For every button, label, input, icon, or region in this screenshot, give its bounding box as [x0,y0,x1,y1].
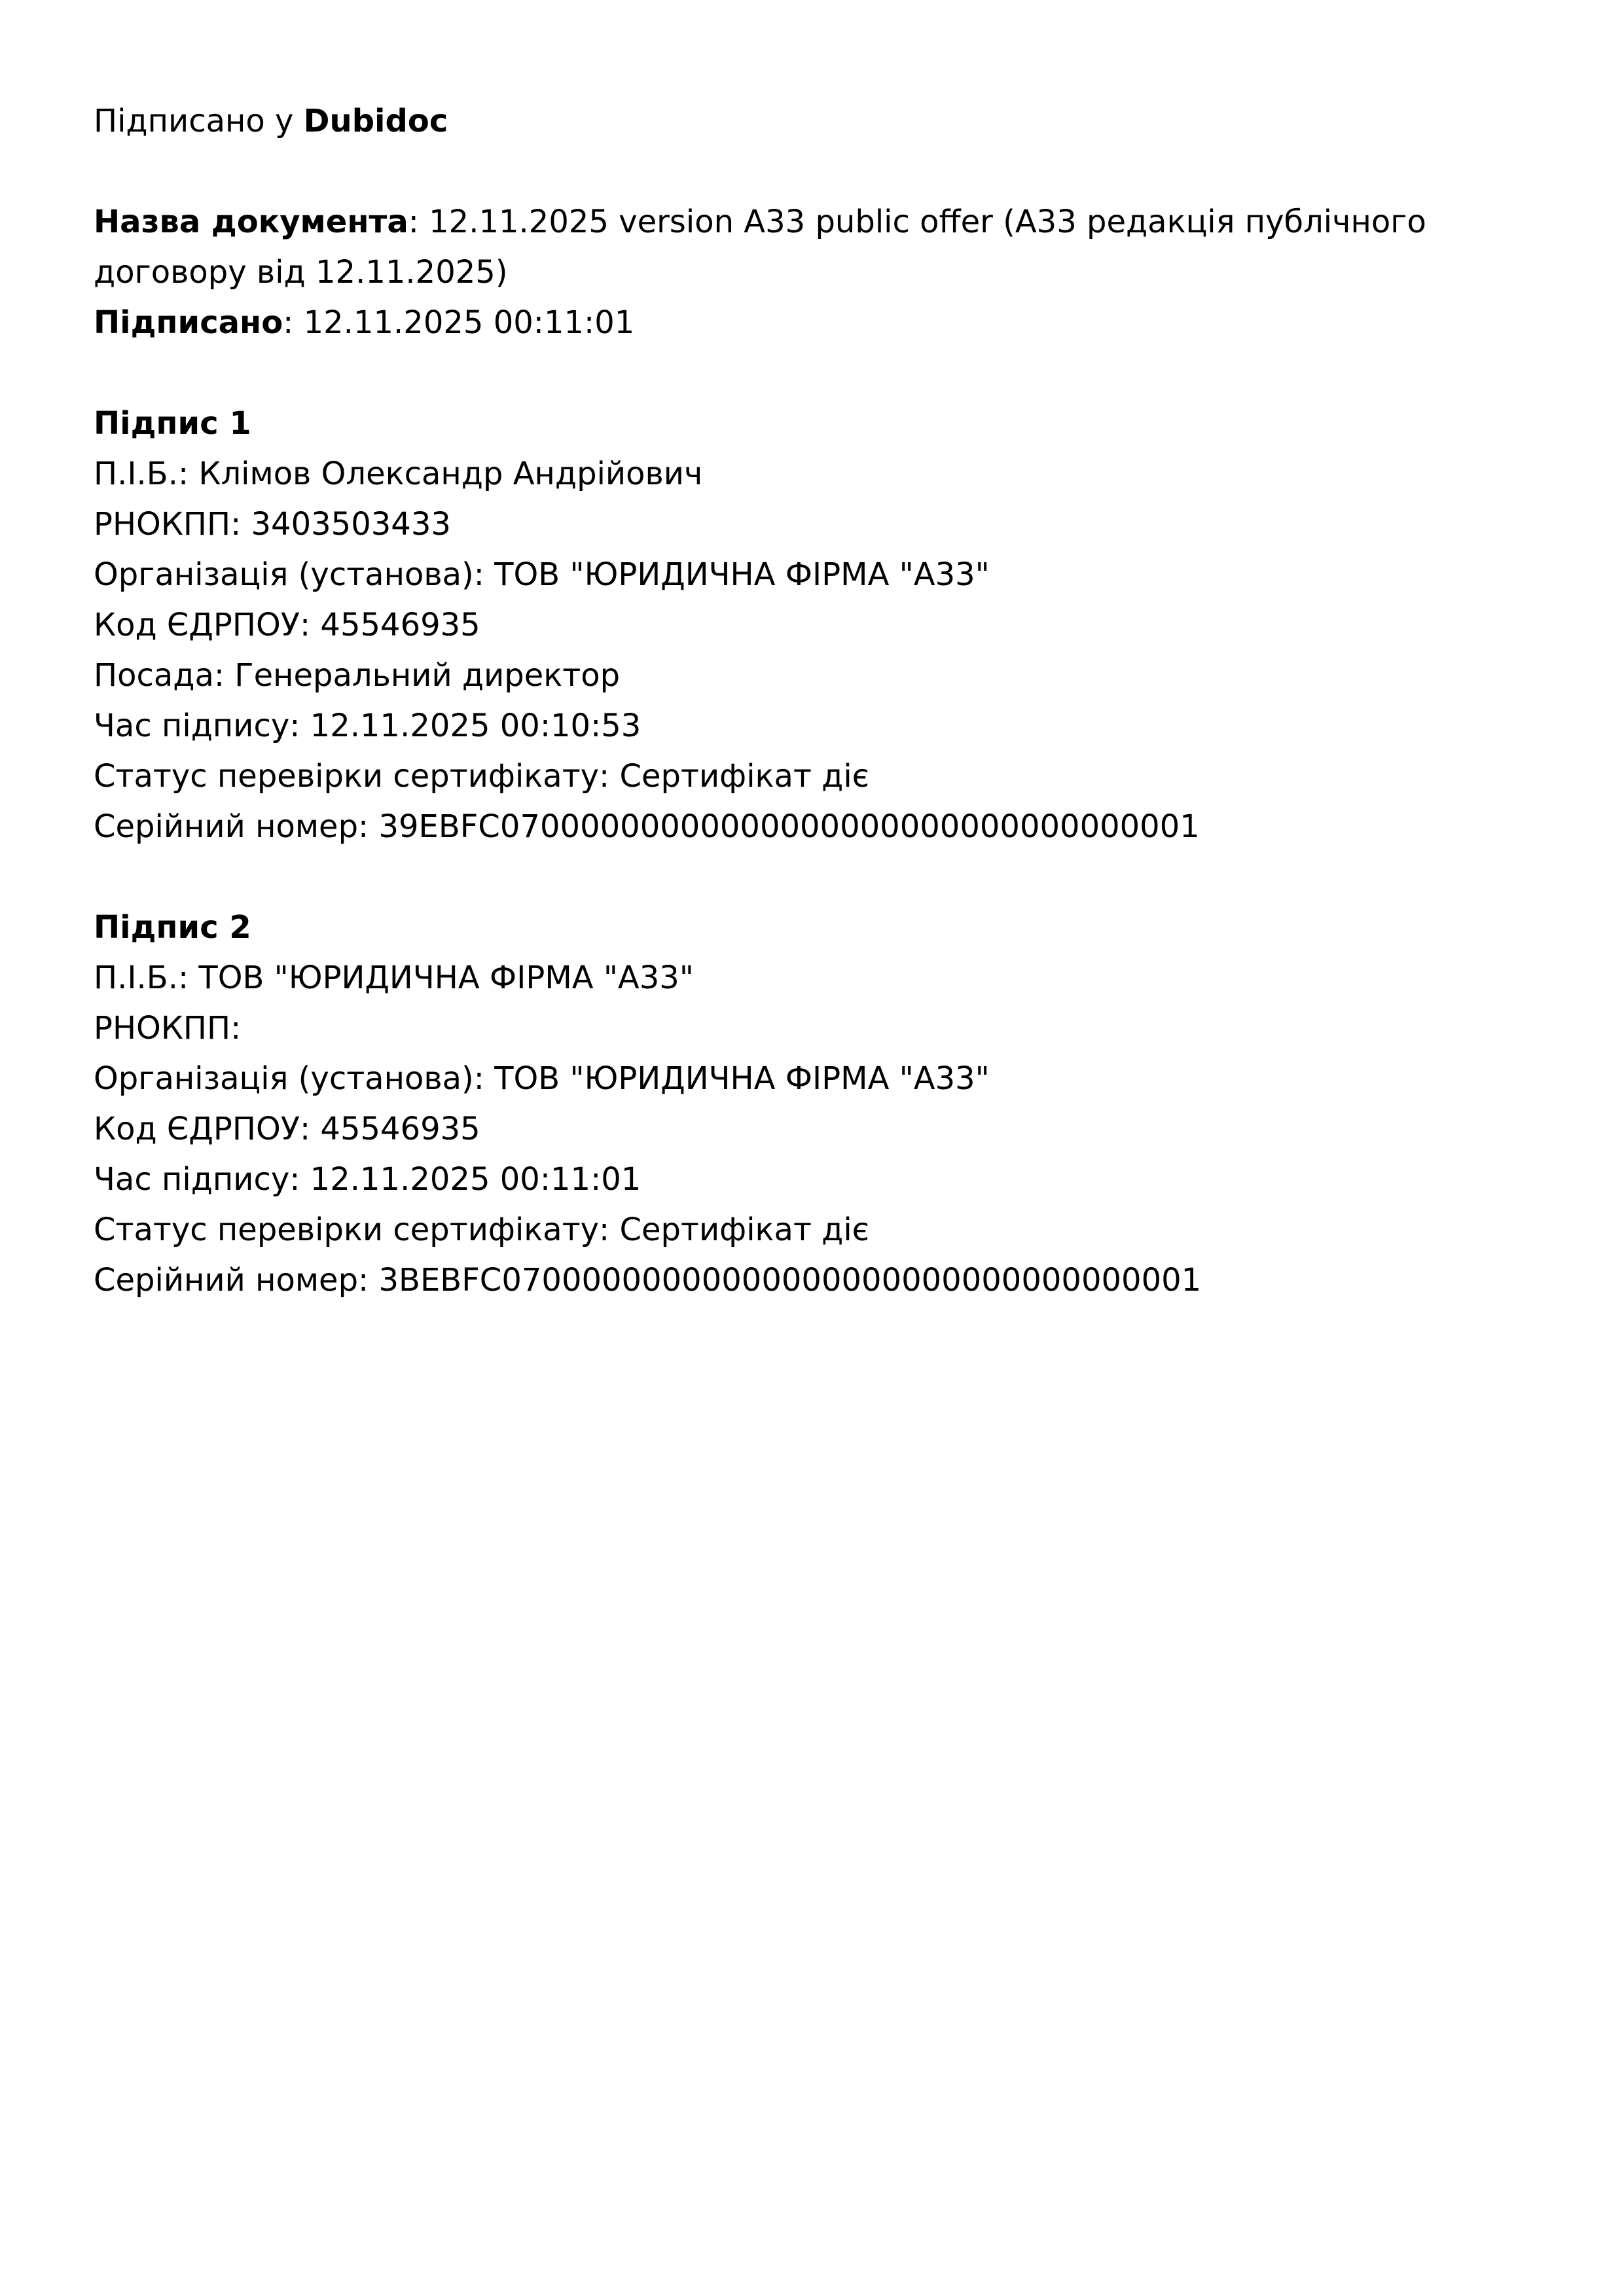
signed-in-prefix: Підписано у [94,103,304,139]
platform-name: Dubidoc [303,103,448,139]
spacer [94,348,1534,399]
signer-organization: Організація (установа): ТОВ "ЮРИДИЧНА ФІРМА "А33" [94,1060,990,1097]
signer-edrpou: Код ЄДРПОУ: 45546935 [94,1111,480,1147]
signed-at-line [94,298,1534,348]
certificate-serial: Серійний номер: 39EBFC07000000000000000000000000000000001 [94,808,1200,845]
document-name-line [94,197,1534,298]
signer-name: П.І.Б.: Клімов Олександр Андрійович [94,456,703,492]
signer-name: П.І.Б.: ТОВ "ЮРИДИЧНА ФІРМА "А33" [94,960,694,996]
certificate-status: Статус перевірки сертифікату: Сертифікат діє [94,758,870,795]
signature-1 [94,399,1534,852]
spacer [94,147,1534,197]
document-name-value: : 12.11.2025 version A33 public offer (A33 редакція публічного договору від 12.11.2025) [94,204,1426,291]
signer-edrpou: Код ЄДРПОУ: 45546935 [94,607,480,643]
certificate-serial: Серійний номер: 3BEBFC07000000000000000000000000000000001 [94,1262,1202,1299]
signature-heading: Підпис 1 [94,405,251,442]
signed-at-label: Підписано [94,304,283,341]
certificate-status: Статус перевірки сертифікату: Сертифікат діє [94,1211,870,1248]
signed-in-line [94,96,1534,147]
signature-2 [94,903,1534,1306]
document-name-label: Назва документа [94,204,408,240]
signed-at-value: : 12.11.2025 00:11:01 [283,304,635,341]
signer-organization: Організація (установа): ТОВ "ЮРИДИЧНА ФІРМА "А33" [94,556,990,593]
signer-tax-id: РНОКПП: [94,1010,242,1047]
signature-time: Час підпису: 12.11.2025 00:11:01 [94,1161,641,1198]
signature-report [94,96,1534,1306]
spacer [94,852,1534,903]
signer-tax-id: РНОКПП: 3403503433 [94,506,451,543]
signer-position: Посада: Генеральний директор [94,657,621,694]
signature-heading: Підпис 2 [94,909,251,946]
signature-time: Час підпису: 12.11.2025 00:10:53 [94,708,641,744]
